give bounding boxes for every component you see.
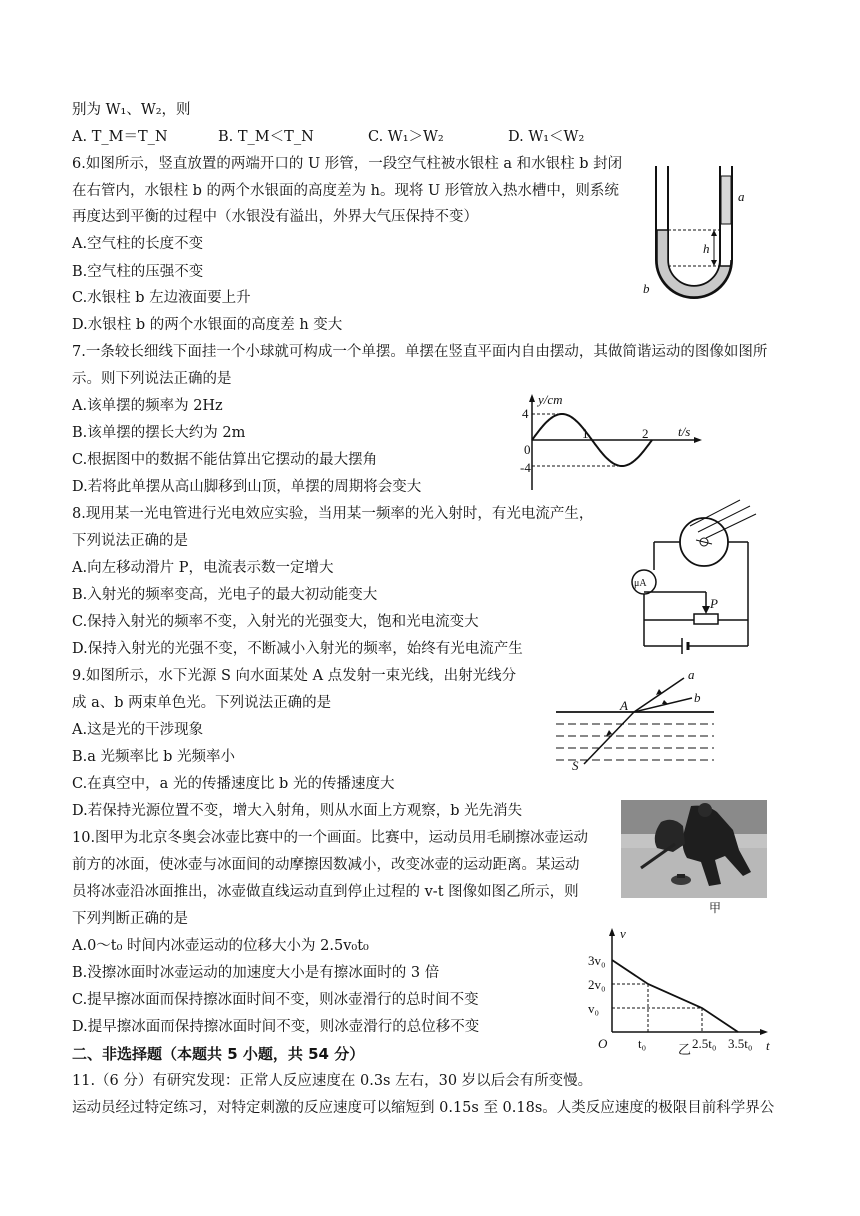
q7-option-b: B.该单摆的摆长大约为 2m xyxy=(72,425,246,441)
pendulum-y-label: y/cm xyxy=(538,392,563,407)
refraction-label-A: A xyxy=(620,698,628,713)
q9-option-c: C.在真空中，a 光的传播速度比 b 光的传播速度大 xyxy=(72,776,395,792)
x-tick-label: O xyxy=(598,1036,608,1051)
q6-option-c: C.水银柱 b 左边液面要上升 xyxy=(72,290,251,306)
q8-stem: 8.现用某一光电管进行光电效应实验，当用某一频率的光入射时，有光电流产生， xyxy=(72,506,594,522)
q9-stem: 成 a、b 两束单色光。下列说法正确的是 xyxy=(72,695,332,711)
q11-stem: 11.（6 分）有研究发现：正常人反应速度在 0.3s 左右，30 岁以后会有所变慢。 xyxy=(72,1073,593,1089)
section-heading: 二、非选择题（本题共 5 小题，共 54 分） xyxy=(72,1045,365,1063)
q7-stem: 7.一条较长细线下面挂一个小球就可构成一个单摆。单摆在竖直平面内自由摆动，其做简谐运动的图像如图所 xyxy=(72,344,768,360)
x-axis-label: t xyxy=(766,1038,770,1053)
q10-stem: 下列判断正确的是 xyxy=(72,911,188,927)
q6-stem: 6.如图所示，竖直放置的两端开口的 U 形管，一段空气柱被水银柱 a 和水银柱 b 封闭 xyxy=(72,156,623,172)
q10-stem: 10.图甲为北京冬奥会冰壶比赛中的一个画面。比赛中，运动员用毛刷擦冰壶运动 xyxy=(72,830,589,846)
pendulum-tick-1: 1 xyxy=(582,426,589,441)
q10-option-b: B.没擦冰面时冰壶运动的加速度大小是有擦冰面时的 3 倍 xyxy=(72,965,440,981)
q10-stem: 前方的冰面，使冰壶与冰面间的动摩擦因数减小，改变冰壶的运动距离。某运动 xyxy=(72,857,580,873)
q5-option-c: C. W₁＞W₂ xyxy=(368,129,444,145)
y-tick-label: 3v₀ xyxy=(588,953,606,968)
q9-stem: 9.如图所示，水下光源 S 向水面某处 A 点发射一束光线，出射光线分 xyxy=(72,668,517,684)
vt-chart xyxy=(586,924,776,1056)
q8-option-b: B.入射光的频率变高，光电子的最大初动能变大 xyxy=(72,587,378,603)
refraction-figure xyxy=(556,668,716,778)
text-line: 别为 W₁、W₂，则 xyxy=(72,102,191,118)
x-tick-label: t₀ xyxy=(638,1036,647,1051)
slider-label: P xyxy=(710,596,718,611)
q9-option-a: A.这是光的干涉现象 xyxy=(72,722,204,738)
q6-stem: 在右管内，水银柱 b 的两个水银面的高度差为 h。现将 U 形管放入热水槽中，则系统 xyxy=(72,183,619,199)
q9-option-d: D.若保持光源位置不变，增大入射角，则从水面上方观察，b 光先消失 xyxy=(72,803,523,819)
y-axis-arrow xyxy=(609,928,615,936)
u-tube-figure xyxy=(640,158,750,308)
q10-stem: 员将冰壶沿冰面推出，冰壶做直线运动直到停止过程的 v-t 图像如图乙所示，则 xyxy=(72,884,579,900)
q7-option-c: C.根据图中的数据不能估算出它摆动的最大摆角 xyxy=(72,452,378,468)
pendulum-tick-2: 2 xyxy=(642,426,649,441)
y-tick-label: v₀ xyxy=(588,1001,600,1016)
pendulum-tick-minus4: -4 xyxy=(520,460,531,475)
q8-option-a: A.向左移动滑片 P，电流表示数一定增大 xyxy=(72,560,334,576)
pendulum-tick-0: 0 xyxy=(524,442,531,457)
series-line xyxy=(612,960,738,1032)
refraction-label-a: a xyxy=(688,668,695,682)
refraction-label-b: b xyxy=(694,690,701,705)
x-tick-label: 3.5t₀ xyxy=(728,1036,753,1051)
q7-option-a: A.该单摆的频率为 2Hz xyxy=(72,398,223,414)
q7-stem: 示。则下列说法正确的是 xyxy=(72,371,232,387)
q10-option-c: C.提早擦冰面而保持擦冰面时间不变，则冰壶滑行的总时间不变 xyxy=(72,992,479,1008)
pendulum-x-label: t/s xyxy=(678,424,691,439)
u-tube-label-a: a xyxy=(738,189,745,204)
u-tube-label-b: b xyxy=(643,281,650,296)
y-axis-label: v xyxy=(620,926,626,941)
q6-option-a: A.空气柱的长度不变 xyxy=(72,236,204,252)
q5-option-d: D. W₁＜W₂ xyxy=(508,129,585,145)
q5-option-a: A. T_M＝T_N xyxy=(72,129,168,145)
q5-option-b: B. T_M＜T_N xyxy=(218,129,314,145)
chart-caption: 乙 xyxy=(678,1042,692,1056)
curling-photo xyxy=(621,800,767,898)
q6-option-b: B.空气柱的压强不变 xyxy=(72,264,204,280)
y-tick-label: 2v₀ xyxy=(588,977,606,992)
q9-option-b: B.a 光频率比 b 光频率小 xyxy=(72,749,236,765)
u-tube-label-h: h xyxy=(703,241,710,256)
photoelectric-circuit xyxy=(630,496,760,656)
x-tick-label: 2.5t₀ xyxy=(692,1036,717,1051)
refraction-label-S: S xyxy=(572,758,579,773)
microammeter-label: μA xyxy=(634,578,647,589)
q8-option-d: D.保持入射光的光强不变，不断减小入射光的频率，始终有光电流产生 xyxy=(72,641,523,657)
q8-option-c: C.保持入射光的频率不变，入射光的光强变大，饱和光电流变大 xyxy=(72,614,479,630)
q10-option-d: D.提早擦冰面而保持擦冰面时间不变，则冰壶滑行的总位移不变 xyxy=(72,1019,480,1035)
q11-stem: 运动员经过特定练习，对特定刺激的反应速度可以缩短到 0.15s 至 0.18s。人类反应速度的极限目前科学界公 xyxy=(72,1100,775,1116)
pendulum-tick-4: 4 xyxy=(522,406,529,421)
q6-option-d: D.水银柱 b 的两个水银面的高度差 h 变大 xyxy=(72,317,343,333)
q7-option-d: D.若将此单摆从高山脚移到山顶，单摆的周期将会变大 xyxy=(72,479,422,495)
curling-caption: 甲 xyxy=(709,901,722,915)
x-axis-arrow xyxy=(760,1029,768,1035)
q10-option-a: A.0～t₀ 时间内冰壶运动的位移大小为 2.5v₀t₀ xyxy=(72,938,369,954)
q8-stem: 下列说法正确的是 xyxy=(72,533,188,549)
q6-stem: 再度达到平衡的过程中（水银没有溢出，外界大气压保持不变） xyxy=(72,209,478,225)
pendulum-graph xyxy=(520,392,710,494)
